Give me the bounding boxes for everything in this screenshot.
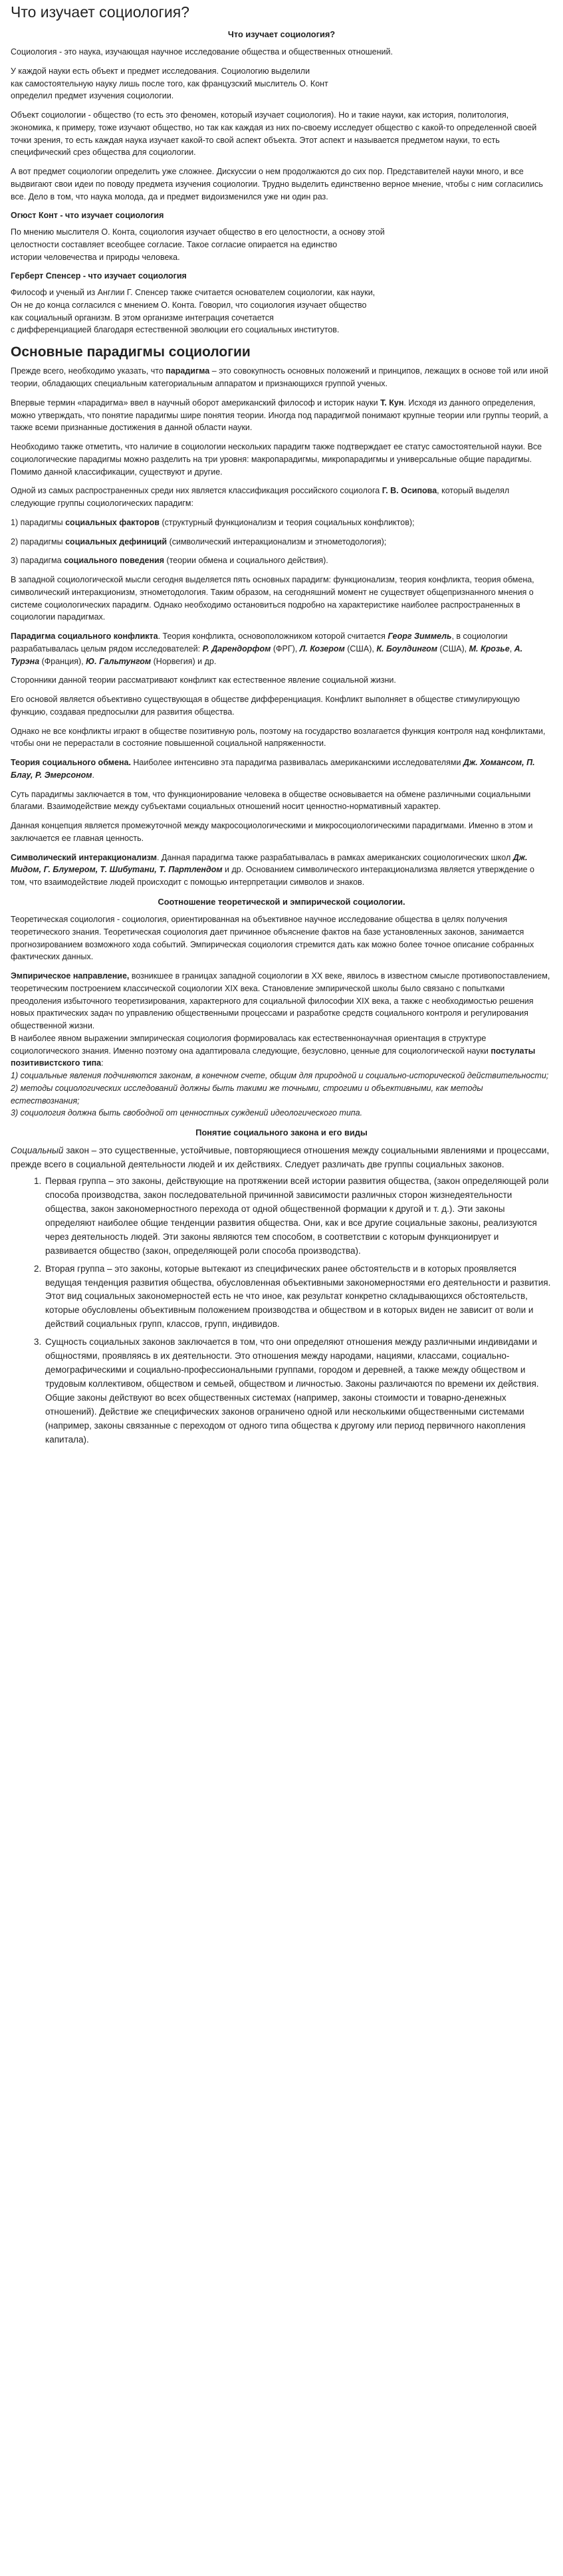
comte-heading: Огюст Конт - что изучает социология bbox=[11, 211, 164, 221]
text-run: : bbox=[101, 1058, 104, 1068]
symbolic-authors: Дж. Мидом, Г. Блумером, Т. Шибутани, Т. Партлендом bbox=[11, 852, 528, 875]
author-touraine: А. Турэна bbox=[11, 644, 523, 666]
text-run: (США), bbox=[344, 644, 377, 653]
group-term: социальных факторов bbox=[65, 517, 160, 527]
author-coser: Л. Козером bbox=[299, 644, 345, 653]
text-run: , который выделял следующие группы социологических парадигм: bbox=[11, 486, 510, 509]
author-dahrendorf: Р. Дарендорфом bbox=[202, 644, 271, 653]
text-run: закон – это существенные, устойчивые, повторяющиеся отношения между социальными явлениями и процессами, прежде всего в социальной деятельности людей и их действиях. Следует различать две группы социальных законов. bbox=[11, 1145, 550, 1170]
conflict-paragraph bbox=[11, 630, 552, 667]
laws-list bbox=[11, 1175, 552, 1447]
comte-paragraph bbox=[11, 226, 552, 263]
list-item: 2. Вторая группа – это законы, которые вытекают из специфических ранее обстоятельств и в которых проявляется ведущая тенденция развития общества, обусловленная объективными закономерностями его деятельности и развития. Этот вид социальных закономерностей есть не что иное, как результат конкретно складывающихся обстоятельств, которые обусловлены объективным положением производства и обществом и в которых виден не зависит от воли и действий социальных групп, классов, групп, индивидов. bbox=[44, 1262, 552, 1332]
term-paradigm: парадигма bbox=[166, 366, 210, 376]
spencer-heading: Герберт Спенсер - что изучает социология bbox=[11, 271, 187, 281]
relation-heading: Соотношение теоретической и эмпирической социологии. bbox=[158, 896, 405, 907]
text-run: . Исходя из данного определения, можно утверждать, что понятие парадигмы шире понятия теории. Иногда под парадигмой понимают крупные теории или группы теорий, а также всеми признанные достижения в данной области науки. bbox=[11, 398, 548, 433]
text-line: как самостоятельную науку лишь после того, как французский мыслитель О. Конт bbox=[11, 78, 328, 88]
text-run: (теории обмена и социального действия). bbox=[164, 556, 328, 566]
text-line: с дифференциацией благодаря естественной эволюции его социальных институтов. bbox=[11, 325, 340, 335]
list-item: 1. Первая группа – это законы, действующие на протяжении всей истории развития общества, (закон определяющей роли способа производства, закон последовательной причинной зависимости различных сторон жизнедеятельности общества, закон закономерностного перехода от одной общественной формации к другой и т. д.). Эти законы определяют наиболее общие тенденции развития общества. Они, как и все другие социальные законы, реализуются через деятельность людей. Эти законы являются тем способом, в соответствии с которым функционирует и развивается общество (закон, определяющей роли способа производства). bbox=[44, 1175, 552, 1258]
text-run: (структурный функционализм и теория социальных конфликтов); bbox=[160, 517, 415, 527]
text-run: Прежде всего, необходимо указать, что bbox=[11, 366, 166, 376]
term-social: Социальный bbox=[11, 1145, 64, 1156]
conflict-paragraph-2: Сторонники данной теории рассматривают конфликт как естественное явление социальной жизни. bbox=[11, 675, 396, 685]
postulate-item bbox=[11, 1107, 552, 1119]
text-run: , bbox=[509, 644, 514, 653]
text-line: Философ и ученый из Англии Г. Спенсер также считается основателем социологии, как науки, bbox=[11, 288, 376, 298]
postulate-text: 3) социология должна быть свободной от ценностных суждений идеологического типа. bbox=[11, 1108, 363, 1118]
author-osipov: Г. В. Осипова bbox=[382, 486, 437, 496]
kuhn-paragraph bbox=[11, 397, 552, 434]
postulates-term: постулаты позитивистского типа bbox=[11, 1046, 536, 1068]
subject-paragraph: А вот предмет социологии определить уже сложнее. Дискуссии о нем продолжаются до сих пор. Представителей науки много, и все выдвигают свои идеи по поводу предмета изучения социологии. Трудно выделить единственно верное мнение, чтобы с ним согласились все. Дело в том, что наука молода, да и предмет видоизменился уже ни один раз. bbox=[11, 167, 543, 201]
text-run: – это совокупность основных положений и принципов, лежащих в основе той или иной теории, обладающих специальным категориальным аппаратом и признающихся группой ученых. bbox=[11, 366, 548, 389]
symbolic-lead: Символический интеракционализм bbox=[11, 852, 157, 862]
postulate-item bbox=[11, 1070, 552, 1082]
text-run: Одной из самых распространенных среди них является классификация российского социолога bbox=[11, 486, 382, 496]
intro-paragraph: Социология - это наука, изучающая научное исследование общества и общественных отношений. bbox=[11, 47, 393, 57]
conflict-paragraph-4: Однако не все конфликты играют в обществе позитивную роль, поэтому на государство возлагается функция контроля над конфликтами, чтобы они не перерастали в состояние повышенной социальной напряженности. bbox=[11, 726, 546, 749]
paradigm-group-3 bbox=[11, 554, 552, 567]
text-run: (Норвегия) и др. bbox=[151, 656, 217, 666]
text-line: У каждой науки есть объект и предмет исследования. Социологию выделили bbox=[11, 66, 310, 76]
text-run: (Франция), bbox=[39, 656, 86, 666]
text-run: Впервые термин «парадигма» ввел в научный оборот американский философ и историк науки bbox=[11, 398, 381, 408]
group-term: социальных дефиниций bbox=[65, 536, 168, 546]
text-run: (ФРГ), bbox=[271, 644, 300, 653]
paradigm-definition bbox=[11, 365, 552, 390]
list-item: 3. Сущность социальных законов заключается в том, что они определяют отношения между различными индивидами и общностями, проявляясь в их деятельности. Это отношения между народами, нациями, классами, социально-демографическими и социально-профессиональными группами, городом и деревней, а также между обществом и трудовым коллективом, обществом и семьей, обществом и личностью. Законы различаются по времени их действия. Общие законы действуют во всех общественных системах (например, законы стоимости и товарно-денежных отношений). Действие же специфических законов ограничено одной или несколькими общественными системами (например, законы связанные с переходом от одного типа общества к другому или период первичного накопления капитала). bbox=[44, 1336, 552, 1447]
exchange-authors: Дж. Хомансом, П. Блау, Р. Эмерсоном bbox=[11, 758, 535, 780]
symbolic-paragraph bbox=[11, 852, 552, 889]
text-run: . bbox=[92, 770, 95, 780]
text-run: , в социологии разрабатывалась целым рядом исследователей: bbox=[11, 632, 508, 653]
postulate-text: 2) методы социологических исследований должны быть такими же точными, строгими и объективными, как методы естествознания; bbox=[11, 1083, 483, 1106]
text-run: (символический интеракционализм и этнометодология); bbox=[167, 536, 387, 546]
text-run: В наиболее явном выражении эмпирическая социология формировалась как естественнонаучная ориентация в структуре социологического знания. Именно поэтому она адаптировала следующие, безусловно, ценные для социологической науки bbox=[11, 1033, 491, 1056]
text-line: как социальный организм. В этом организме интеграция сочетается bbox=[11, 312, 274, 322]
exchange-paragraph-3: Данная концепция является промежуточной между макросоциологическими и микросоциологическими парадигмами. Именно в этом и заключается ее главная ценность. bbox=[11, 821, 533, 843]
empirical-paragraph bbox=[11, 970, 552, 1032]
spencer-paragraph bbox=[11, 287, 552, 336]
text-run: Наиболее интенсивно эта парадигма развивалась американскими исследователями bbox=[130, 758, 463, 768]
postulate-item bbox=[11, 1082, 552, 1108]
intro-object-paragraph bbox=[11, 65, 552, 102]
text-run: 2) парадигмы bbox=[11, 536, 66, 546]
intro-heading: Что изучает социология? bbox=[227, 29, 336, 39]
laws-heading: Понятие социального закона и его виды bbox=[195, 1127, 368, 1138]
positivist-paragraph bbox=[11, 1032, 552, 1070]
postulate-text: 1) социальные явления подчиняются законам, в конечном счете, общим для природной и социально-исторической действительности; bbox=[11, 1071, 549, 1081]
exchange-paragraph-2: Суть парадигмы заключается в том, что функционирование человека в обществе основывается на обмене различными социальными благами. Взаимодействие между субъектами социальных отношений носит ценностно-нормативный характер. bbox=[11, 789, 531, 812]
author-zimmel: Георг Зиммель bbox=[388, 632, 452, 642]
paradigm-group-1 bbox=[11, 517, 552, 529]
paradigm-group-2 bbox=[11, 536, 552, 548]
exchange-lead: Теория социального обмена. bbox=[11, 758, 131, 768]
conflict-lead: Парадигма социального конфликта bbox=[11, 632, 158, 642]
paradigms-heading: Основные парадигмы социологии bbox=[11, 344, 251, 360]
laws-intro bbox=[11, 1144, 552, 1172]
text-run: 1) парадигмы bbox=[11, 517, 66, 527]
author-kuhn: Т. Кун bbox=[380, 398, 404, 408]
text-line: Он не до конца согласился с мнением О. Конта. Говорил, что социология изучает общество bbox=[11, 300, 367, 310]
text-run: и др. Основанием символического интеракционализма является утверждение о том, что взаимодействие людей происходит с помощью интерпретации символов и знаков. bbox=[11, 865, 534, 887]
text-line: По мнению мыслителя О. Конта, социология изучает общество в его целостности, а основу этой bbox=[11, 227, 385, 237]
text-line: истории человечества и природы человека. bbox=[11, 252, 180, 262]
author-galtung: Ю. Гальтунгом bbox=[86, 656, 152, 666]
text-run: . Данная парадигма также разрабатывалась в рамках американских социологических школ bbox=[156, 852, 513, 862]
group-term: социального поведения bbox=[64, 556, 165, 566]
theoretical-paragraph: Теоретическая социология - социология, ориентированная на объективное научное исследование общества в целях получения теоретического знания. Теоретическая социология дает причинное объяснение фактов на базе установленных законов, занимается прогнозированием возможного хода событий. Эмпирическая социология стремится дать как можно более точное описание собранных фактических данных. bbox=[11, 915, 534, 962]
text-run: 3) парадигма bbox=[11, 556, 64, 566]
author-boulding: К. Боулдингом bbox=[376, 644, 438, 653]
text-line: целостности составляет всеобщее согласие. Такое согласие опирается на единство bbox=[11, 239, 338, 249]
western-paradigms-paragraph: В западной социологической мысли сегодня выделяется пять основных парадигм: функционализм, теория конфликта, теория обмена, символический интеракционизм, этнометодология. Таким образом, на сегодняшний момент не существует общепризнанного мнения о системе социологических парадигм. Однако необходимо остановиться подробно на характеристике наиболее распространенных в социологии парадигмах. bbox=[11, 575, 534, 622]
text-run: возникшее в границах западной социологии в XX веке, явилось в известном смысле противопоставлением, теоретическим построением классической социологии XIX века. Становление эмпирической школы было связано с попытками преодоления избыточного теоретизирования, характерного для социальной философии XIX века, а также с необходимостью решения новых практических задач по управлению общественными процессами и разработке средств социального контроля и регулирования общественной жизни. bbox=[11, 971, 550, 1031]
empirical-lead: Эмпирическое направление, bbox=[11, 971, 130, 981]
paradigm-levels-paragraph: Необходимо также отметить, что наличие в социологии нескольких парадигм также подтверждает ее статус самостоятельной науки. Все социологические парадигмы можно разделить на три уровня: макропарадигмы, микропарадигмы и универсальные общие парадигмы. Помимо данной классификации, существуют и другие. bbox=[11, 442, 542, 477]
text-run: (США), bbox=[437, 644, 469, 653]
page-bottom-space bbox=[11, 1451, 552, 1531]
author-crozier: М. Крозье bbox=[469, 644, 510, 653]
text-line: определил предмет изучения социологии. bbox=[11, 91, 174, 101]
osipov-paragraph bbox=[11, 485, 552, 510]
text-run: . Теория конфликта, основоположником которой считается bbox=[158, 632, 388, 642]
object-paragraph: Объект социологии - общество (то есть это феномен, который изучает социология). Но и такие науки, как история, политология, экономика, к примеру, тоже изучают общество, но так как каждая из них по-своему исследует общество с какой-то определенной своей точки зрения, то есть каждая наука изучает какой-то свой аспект объекта. Этот аспект и называется предметом науки, то есть специфический срез общества для социологии. bbox=[11, 110, 537, 158]
page-title: Что изучает социология? bbox=[11, 3, 189, 21]
exchange-paragraph bbox=[11, 757, 552, 782]
conflict-paragraph-3: Его основой является объективно существующая в обществе дифференциация. Конфликт выполняет в обществе стимулирующую функцию, создавая предпосылки для развития общества. bbox=[11, 695, 520, 717]
postulates-list bbox=[11, 1070, 552, 1119]
